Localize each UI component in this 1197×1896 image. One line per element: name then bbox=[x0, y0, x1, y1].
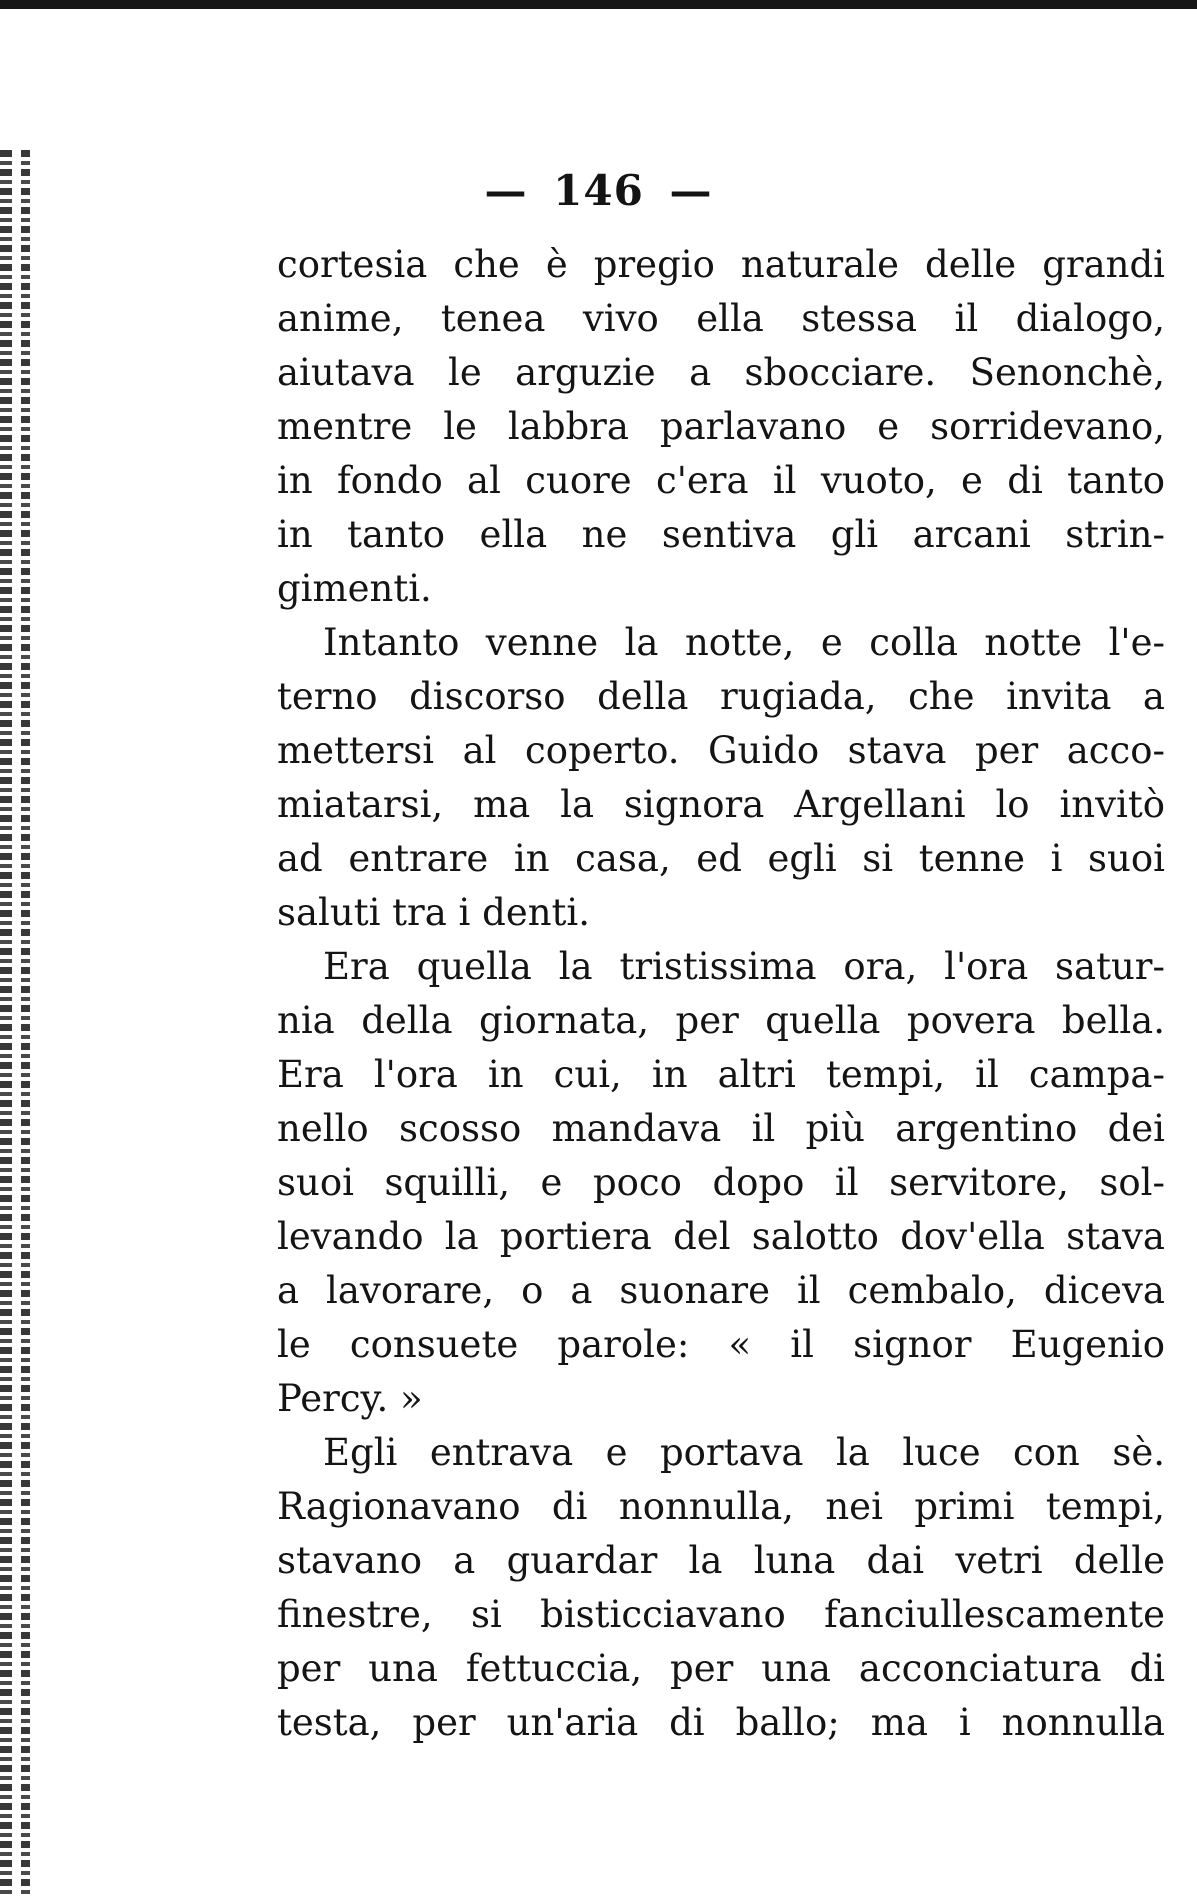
header-dash-right: — bbox=[669, 166, 713, 215]
text-line: le consuete parole: « il signor Eugenio bbox=[277, 1323, 1165, 1366]
text-line: terno discorso della rugiada, che invita a bbox=[277, 675, 1165, 718]
text-line: ad entrare in casa, ed egli si tenne i suoi bbox=[277, 837, 1165, 880]
page-number: 146 bbox=[553, 166, 644, 215]
text-line: aiutava le arguzie a sbocciare. Senonchè, bbox=[277, 351, 1165, 394]
text-line: Ragionavano di nonnulla, nei primi tempi, bbox=[277, 1485, 1165, 1528]
text-line: in tanto ella ne sentiva gli arcani strin- bbox=[277, 513, 1165, 556]
text-line: levando la portiera del salotto dov'ella stava bbox=[277, 1215, 1165, 1258]
text-line: miatarsi, ma la signora Argellani lo invitò bbox=[277, 783, 1165, 826]
page-header bbox=[0, 166, 1197, 215]
text-line: mettersi al coperto. Guido stava per acco- bbox=[277, 729, 1165, 772]
text-line: Percy. » bbox=[277, 1377, 423, 1420]
text-line: finestre, si bisticciavano fanciullescamente bbox=[277, 1593, 1165, 1636]
text-line: Intanto venne la notte, e colla notte l'e- bbox=[323, 621, 1165, 664]
body-text bbox=[277, 238, 1165, 1750]
text-line: per una fettuccia, per una acconciatura di bbox=[277, 1647, 1165, 1690]
text-line: Era l'ora in cui, in altri tempi, il campa- bbox=[277, 1053, 1165, 1096]
text-line: nello scosso mandava il più argentino dei bbox=[277, 1107, 1165, 1150]
text-line: gimenti. bbox=[277, 567, 432, 610]
text-line: nia della giornata, per quella povera bella. bbox=[277, 999, 1165, 1042]
binding-edge-gap bbox=[12, 150, 21, 1896]
text-line: suoi squilli, e poco dopo il servitore, sol- bbox=[277, 1161, 1165, 1204]
text-line: anime, tenea vivo ella stessa il dialogo, bbox=[277, 297, 1165, 340]
top-scan-border bbox=[0, 0, 1197, 9]
text-line: a lavorare, o a suonare il cembalo, diceva bbox=[277, 1269, 1165, 1312]
text-line: Era quella la tristissima ora, l'ora satur- bbox=[323, 945, 1165, 988]
text-line: cortesia che è pregio naturale delle grandi bbox=[277, 243, 1165, 286]
text-line: saluti tra i denti. bbox=[277, 891, 591, 934]
text-line: Egli entrava e portava la luce con sè. bbox=[323, 1431, 1165, 1474]
text-line: mentre le labbra parlavano e sorridevano, bbox=[277, 405, 1165, 448]
text-line: testa, per un'aria di ballo; ma i nonnulla bbox=[277, 1701, 1165, 1744]
header-dash-left: — bbox=[484, 166, 528, 215]
text-line: stavano a guardar la luna dai vetri delle bbox=[277, 1539, 1165, 1582]
text-line: in fondo al cuore c'era il vuoto, e di tanto bbox=[277, 459, 1165, 502]
